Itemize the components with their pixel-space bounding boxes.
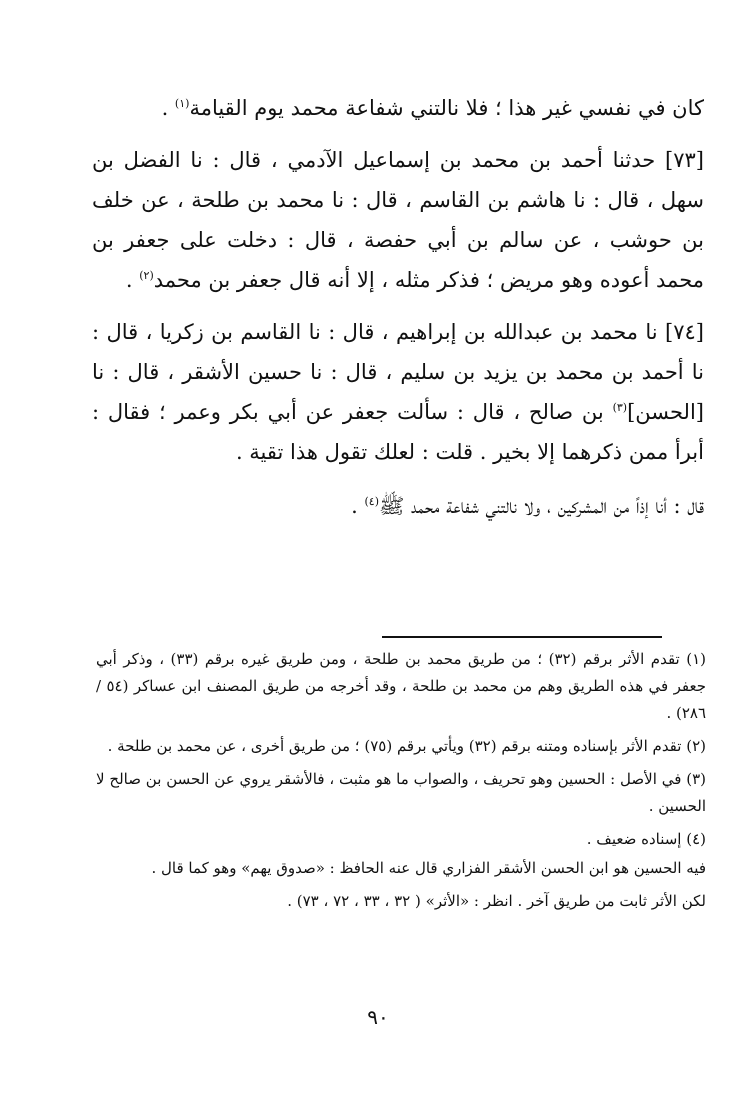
footnote-4-conclusion: لكن الأثر ثابت من طريق آخر . انظر : «الأثر» ( ٣٢ ، ٣٣ ، ٧٢ ، ٧٣) . — [287, 892, 706, 910]
footnote-separator — [382, 636, 662, 638]
hadith-74 — [92, 312, 704, 472]
continuation-text: كان في نفسي غير هذا ؛ فلا نالتني شفاعة محمد يوم القيامة — [189, 96, 704, 120]
footnote-3: (٣) في الأصل : الحسين وهو تحريف ، والصواب ما هو مثبت ، فالأشقر يروي عن الحسن بن صالح لا الحسين . — [96, 770, 706, 815]
footnotes — [96, 646, 706, 921]
footnote-4: (٤) إسناده ضعيف . — [586, 830, 706, 848]
continuation-line: كان في نفسي غير هذا ؛ فلا نالتني شفاعة محمد يوم القيامة$^{(١)}$ . — [161, 96, 704, 120]
footnote-ref-1: (١) — [174, 97, 190, 110]
footnote-ref-4: (٤) — [364, 495, 379, 508]
main-text — [92, 88, 704, 526]
hadith-73-text: [٧٣] حدثنا أحمد بن محمد بن إسماعيل الآدمي ، قال : نا الفضل بن سهل ، قال : نا هاشم بن القاسم ، قال : نا محمد بن طلحة ، عن خلف بن حوشب ، عن سالم بن أبي حفصة ، قال : دخلت على جعفر بن محمد أعوده وهو مريض ؛ فذكر مثله ، إلا أنه قال جعفر بن محمد — [92, 148, 704, 292]
hadith-74-text-b: بن صالح ، قال : سألت جعفر عن أبي بكر وعمر ؛ فقال : أبرأ ممن ذكرهما إلا بخير . قلت : لعلك تقول هذا تقية . — [92, 400, 704, 464]
hadith-74-ending: قال : أنا إذاً من المشركين ، ولا نالتني شفاعة محمد ﷺ$^{(٤)}$ . — [351, 494, 704, 518]
page-number: ٩٠ — [367, 1005, 389, 1029]
hadith-74-text-a: [٧٤] نا محمد بن عبدالله بن إبراهيم ، قال : نا القاسم بن زكريا ، قال : نا أحمد بن محمد بن يزيد بن سليم ، قال : نا حسين الأشقر ، قال : نا [الحسن] — [92, 320, 704, 424]
footnote-ref-3: (٣) — [612, 401, 628, 414]
footnote-4-detail: فيه الحسين هو ابن الحسن الأشقر الفزاري قال عنه الحافظ : «صدوق يهم» وهو كما قال . — [151, 859, 706, 877]
footnote-ref-2: (٢) — [139, 269, 154, 282]
footnote-2: (٢) تقدم الأثر بإسناده ومتنه برقم (٣٢) ويأتي برقم (٧٥) ؛ من طريق أخرى ، عن محمد بن طلحة . — [107, 737, 706, 755]
hadith-73: [٧٣] حدثنا أحمد بن محمد بن إسماعيل الآدمي ، قال : نا الفضل بن سهل ، قال : نا هاشم بن القاسم ، قال : نا محمد بن طلحة ، عن خلف بن حوشب ، عن سالم بن أبي حفصة ، قال : دخلت على جعفر بن محمد أعوده وهو مريض ؛ فذكر مثله ، إلا أنه قال جعفر بن محمد$^{(٢)}$ . — [92, 148, 704, 292]
hadith-74-ending-text: قال : أنا إذاً من المشركين ، ولا نالتني شفاعة محمد ﷺ — [379, 494, 704, 518]
footnote-1: (١) تقدم الأثر برقم (٣٢) ؛ من طريق محمد بن طلحة ، ومن طريق غيره برقم (٣٣) ، وذكر أبي جعفر في هذه الطريق وهم من محمد بن طلحة ، وقد أخرجه من طريق المصنف ابن عساكر (٥٤ / ٢٨٦) . — [96, 650, 706, 722]
